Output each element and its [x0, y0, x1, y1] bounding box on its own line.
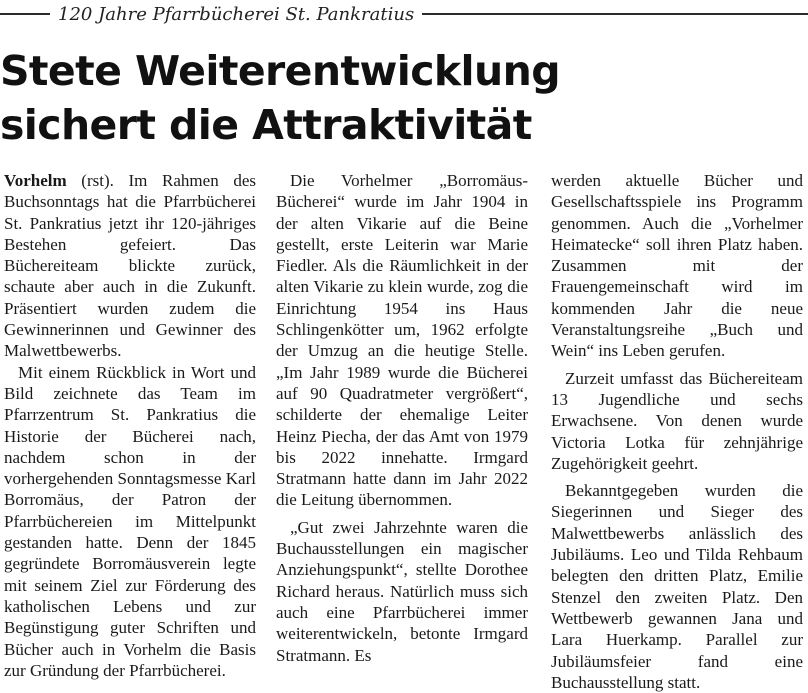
article-paragraph: Bekanntgegeben wurden die Siegerinnen und Sieger des Malwettbewerbs anlässlich des Jubiläums. Leo und Tilda Rehbaum belegten den dritten Platz, Emilie Stenzel den zweiten Platz. Den Wettbewerb gewannen Jana und Lara Huerkamp. Parallel zur Jubiläumsfeier fand eine Buchausstellung statt.: [551, 481, 803, 692]
article-paragraph: [4, 170, 256, 362]
kicker-rule-right: [422, 13, 808, 15]
article-paragraph: Die Vorhelmer „Borromäus-Bücherei“ wurde im Jahr 1904 in der alten Vikarie auf die Beine gestellt, erste Leiterin war Marie Fiedler. Als die Räumlichkeit in der alten Vikarie zu klein wurde, zog die Einrichtung 1954 ins Haus Schlingenkötter um, 1962 erfolgte der Umzug an die heutige Stelle. „Im Jahr 1989 wurde die Bücherei auf 90 Quadratmeter vergrößert“, schilderte der ehemalige Leiter Heinz Piecha, der das Amt von 1979 bis 2022 innehatte. Irmgard Stratmann hatte dann im Jahr 2022 die Leitung übernommen.: [276, 171, 528, 510]
article-paragraph: „Gut zwei Jahrzehnte waren die Buchausstellungen ein magischer Anziehungspunkt“, stellte Dorothee Richard heraus. Natürlich muss sich auch eine Pfarrbücherei immer weiterentwickeln, betonte Irmgard Stratmann. Es: [276, 517, 528, 665]
headline-line-1: Stete Weiterentwicklung: [0, 47, 560, 95]
article-paragraph: werden aktuelle Bücher und Gesellschaftsspiele ins Programm genommen. Auch die „Vorhelmer Heimatecke“ soll ihren Platz haben. Zusammen mit der Frauengemeinschaft wird im kommenden Jahr die neue Veranstaltungsreihe „Buch und Wein“ ins Leben gerufen.: [551, 171, 803, 361]
paragraph-text: (rst). Im Rahmen des Buchsonntags hat die Pfarrbücherei St. Pankratius jetzt ihr 120-jähriges Bestehen gefeiert. Das Büchereiteam blickte zurück, schaute aber auch in die Zukunft. Präsentiert wurden zudem die Gewinnerinnen und Gewinner des Malwettbewerbs.: [4, 171, 256, 361]
article-body: [4, 170, 808, 692]
kicker-row: [0, 2, 808, 26]
kicker-rule-left: [0, 13, 50, 15]
kicker: 120 Jahre Pfarrbücherei St. Pankratius: [58, 3, 415, 25]
dateline: Vorhelm: [4, 171, 67, 190]
article-paragraph: Mit einem Rückblick in Wort und Bild zeichnete das Team im Pfarrzentrum St. Pankratius die Historie der Bücherei nach, nachdem schon in der vorhergehenden Sonntagsmesse Karl Borromäus, der Patron der Pfarrbüchereien im Mittelpunkt gestanden hatte. Denn der 1845 gegründete Borromäusverein legte mit seinem Ziel zur Förderung des katholischen Lebens und zur Begünstigung guter Schriften und Bücher auch in Vorhelm die Basis zur Gründung der Pfarrbücherei.: [4, 362, 256, 680]
article-column-3: [551, 170, 803, 693]
article-column-2: [276, 170, 528, 666]
article-column-1: [4, 170, 256, 681]
headline: [0, 44, 808, 152]
article-paragraph: Zurzeit umfasst das Büchereiteam 13 Jugendliche und sechs Erwachsene. Von denen wurde Victoria Lotka für zehnjährige Zugehörigkeit geehrt.: [551, 368, 803, 473]
headline-line-2: sichert die Attraktivität: [0, 101, 532, 149]
